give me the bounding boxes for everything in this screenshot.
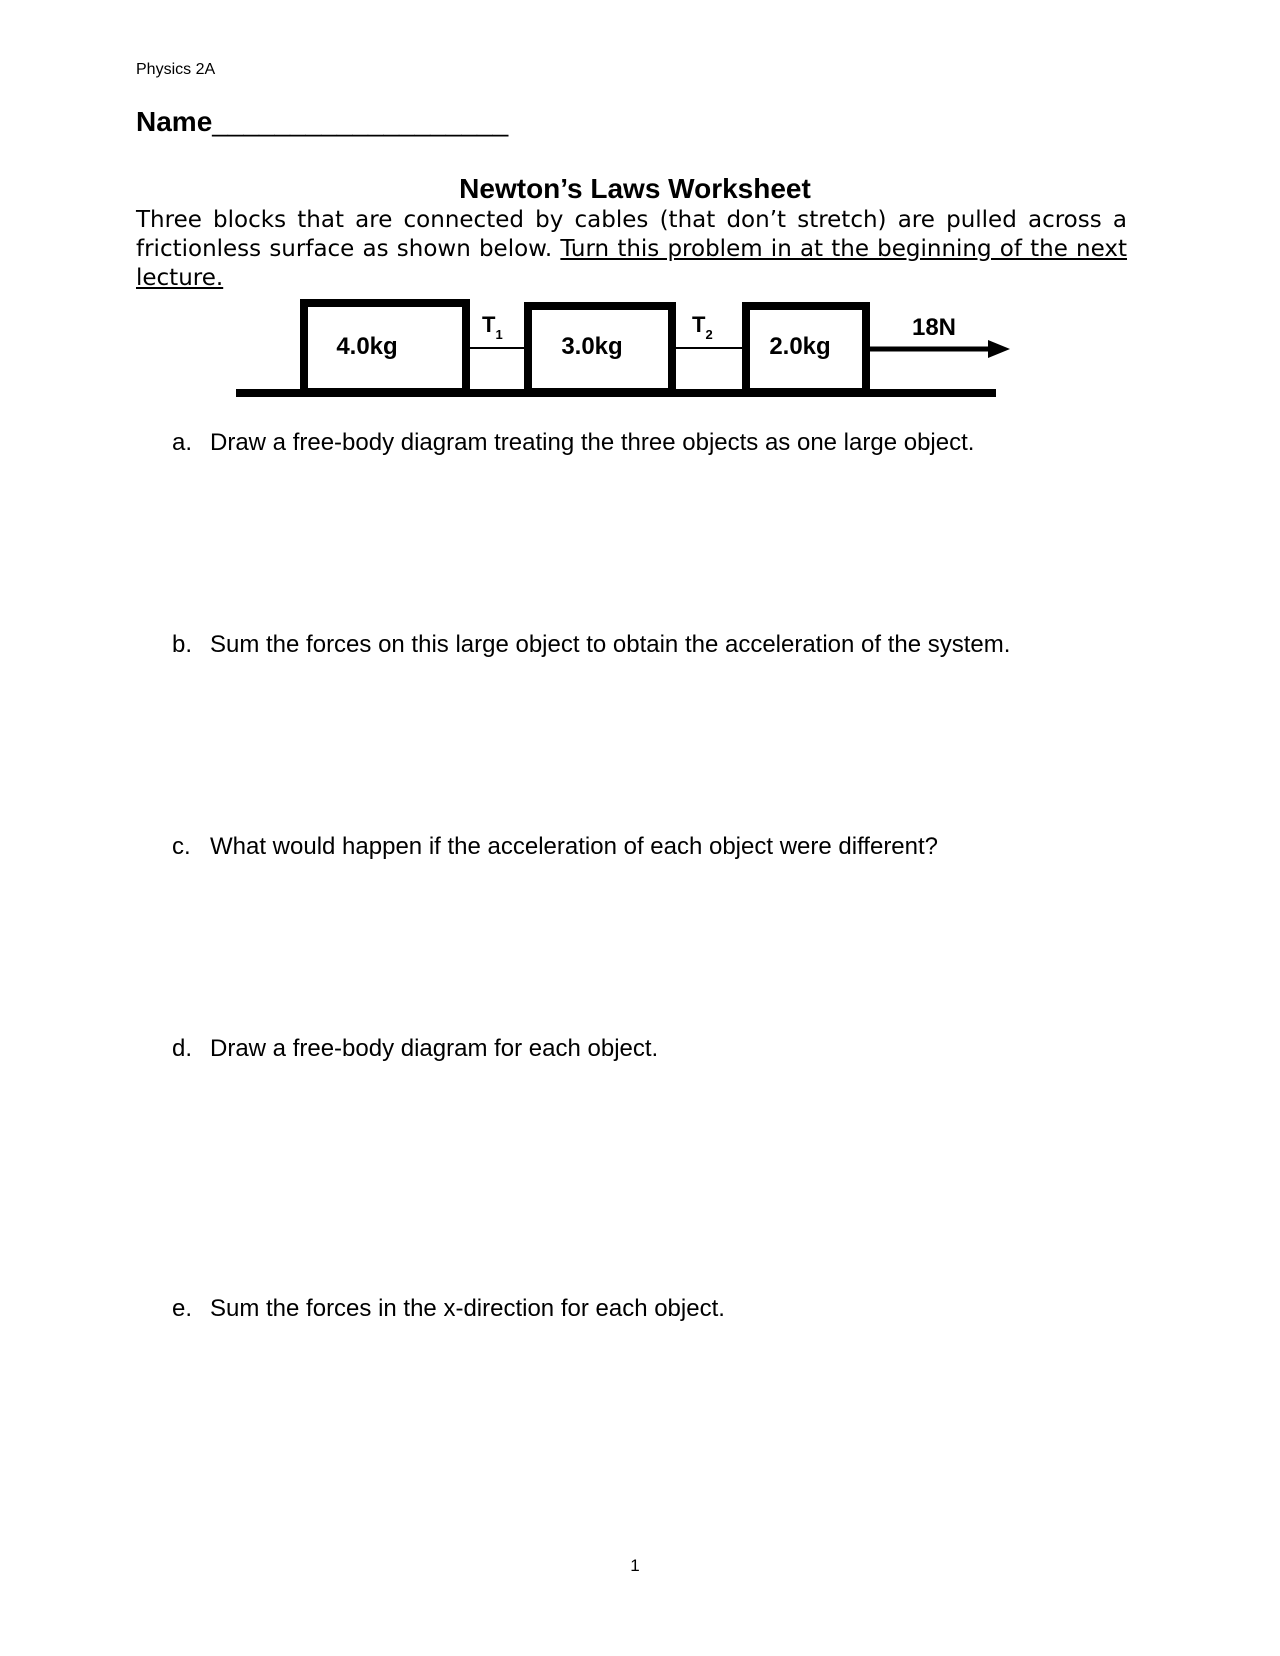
worksheet-title: Newton’s Laws Worksheet xyxy=(459,173,811,204)
question-letter: b. xyxy=(172,631,193,658)
question-letter: d. xyxy=(172,1035,193,1062)
block-2-mass: 3.0kg xyxy=(561,333,623,360)
block-1-mass: 4.0kg xyxy=(336,333,398,360)
intro-text: Three blocks that are connected by cables (that don’t stretch) are pulled across a frictionless surface as shown below. xyxy=(136,207,1127,262)
block-3-mass: 2.0kg xyxy=(769,333,831,360)
question-d xyxy=(172,1035,658,1063)
name-blank-line: ___________________ xyxy=(212,106,509,137)
question-text: Draw a free-body diagram treating the three objects as one large object. xyxy=(210,429,975,456)
course-header: Physics 2A xyxy=(136,61,216,78)
question-text: Sum the forces in the x-direction for each object. xyxy=(210,1295,725,1322)
question-text: Sum the forces on this large object to obtain the acceleration of the system. xyxy=(210,631,1011,658)
page-number: 1 xyxy=(630,1556,640,1575)
name-label: Name xyxy=(136,106,213,137)
tension-1-label: $T_1$ xyxy=(482,312,503,342)
question-text: Draw a free-body diagram for each object. xyxy=(210,1035,659,1062)
force-arrow-head xyxy=(988,340,1010,358)
intro-instruction: Turn this problem in at the beginning of the next lecture. xyxy=(136,236,1128,291)
question-letter: e. xyxy=(172,1295,193,1322)
question-text: What would happen if the acceleration of each object were different? xyxy=(210,833,939,860)
question-letter: c. xyxy=(172,833,191,860)
question-e xyxy=(172,1295,725,1323)
question-c xyxy=(172,833,938,861)
question-a xyxy=(172,429,974,457)
force-label: 18N xyxy=(911,314,957,341)
tension-2-label: $T_2$ xyxy=(692,312,713,342)
blocks-diagram xyxy=(0,0,1280,420)
question-letter: a. xyxy=(172,429,193,456)
question-b xyxy=(172,631,1010,659)
